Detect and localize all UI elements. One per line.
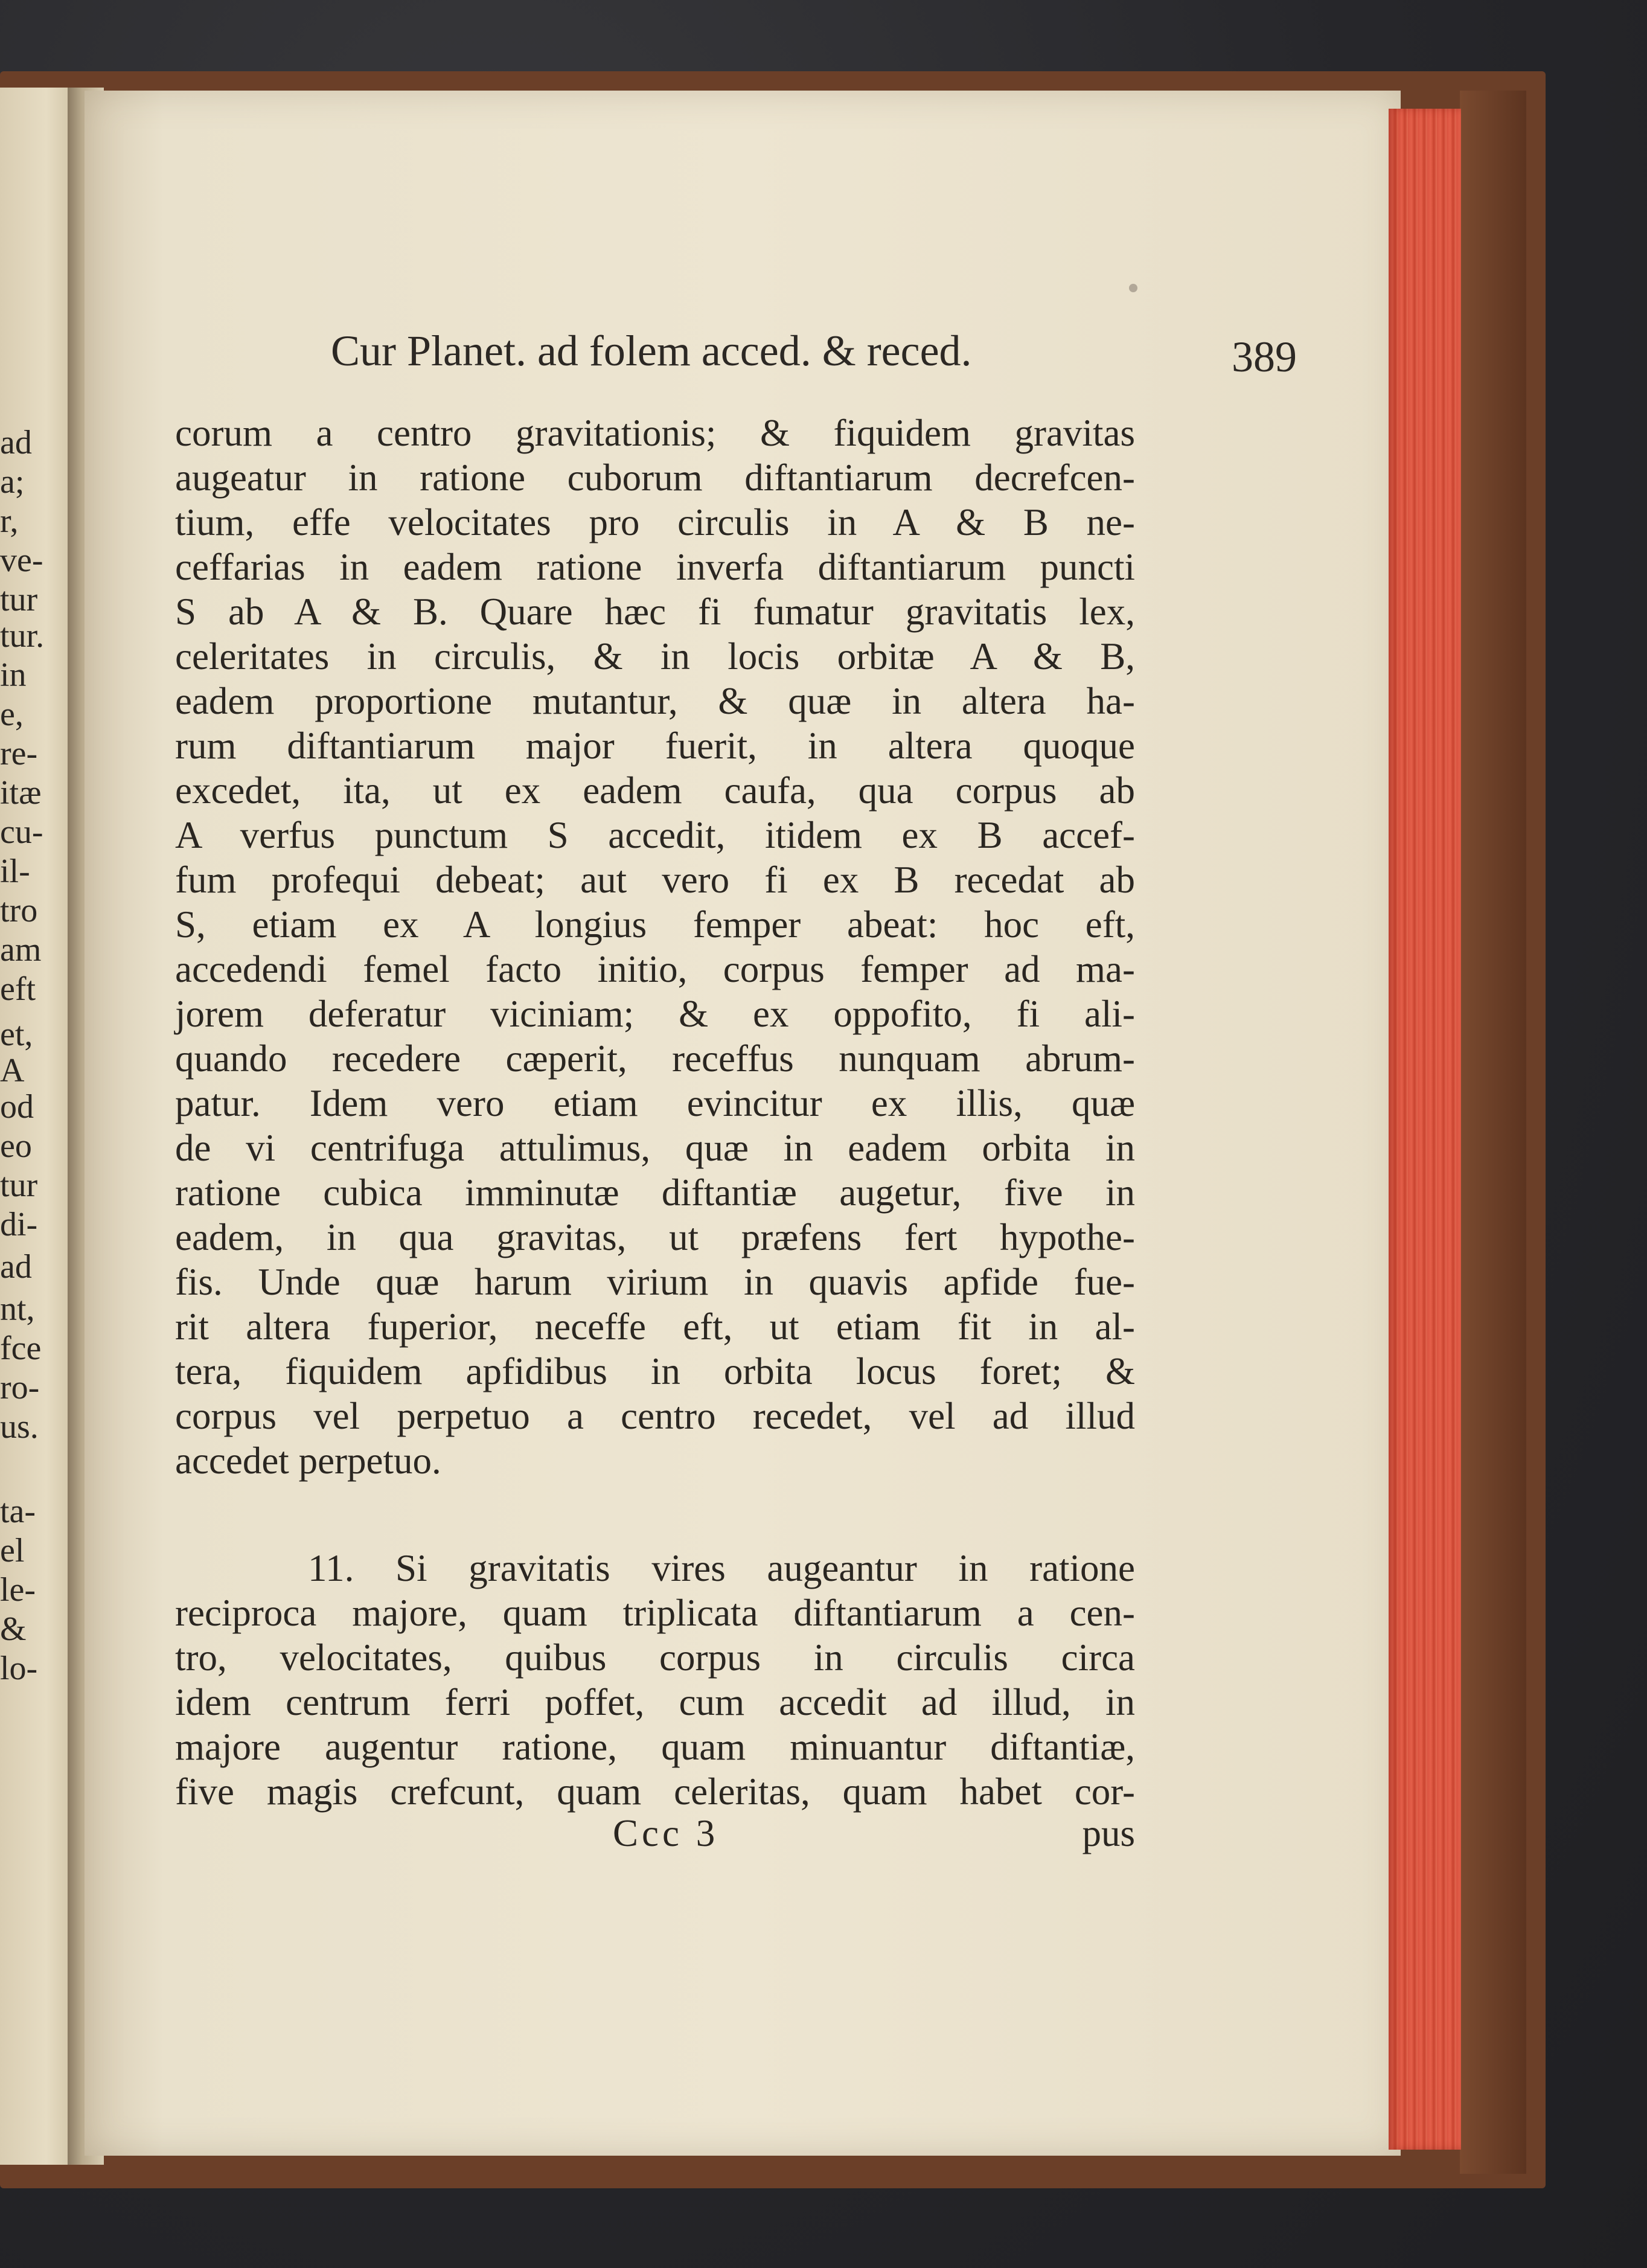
left-page-fragment: us. (0, 1408, 39, 1446)
left-page-fragment: tro (0, 892, 38, 929)
text-line: rit altera fuperior, neceffe eft, ut etiam fit in al- (175, 1305, 1135, 1348)
text-line: accedendi femel facto initio, corpus femper ad ma- (175, 948, 1135, 990)
text-line: augeatur in ratione cuborum diftantiarum decrefcen- (175, 456, 1135, 499)
running-title: Cur Planet. ad folem acced. & reced. (331, 327, 972, 375)
text-line: majore augentur ratione, quam minuantur diftantiæ, (175, 1726, 1135, 1768)
text-line: five magis crefcunt, quam celeritas, quam habet cor- (175, 1770, 1135, 1813)
text-line: rum diftantiarum major fuerit, in altera quoque (175, 725, 1135, 767)
red-page-edges (1389, 109, 1461, 2150)
left-page-fragment: am (0, 931, 42, 969)
left-page-fragment: A (0, 1052, 25, 1089)
text-line: corpus vel perpetuo a centro recedet, vel ad illud (175, 1395, 1135, 1437)
left-page-fragment: ta- (0, 1493, 36, 1530)
left-page-fragment: in (0, 656, 27, 694)
left-page-fragment: eo (0, 1127, 32, 1165)
text-line: idem centrum ferri poffet, cum accedit ad illud, in (175, 1681, 1135, 1723)
previous-page-strip (0, 88, 77, 2165)
text-line: reciproca majore, quam triplicata diftantiarum a cen- (175, 1592, 1135, 1634)
text-line: S ab A & B. Quare hæc fi fumatur gravitatis lex, (175, 591, 1135, 633)
text-line: celeritates in circulis, & in locis orbitæ A & B, (175, 635, 1135, 678)
page-number: 389 (1232, 333, 1297, 381)
text-line: tera, fiquidem apfidibus in orbita locus foret; & (175, 1350, 1135, 1392)
left-page-fragment: lo- (0, 1650, 38, 1687)
left-page-fragment: cu- (0, 813, 43, 851)
left-page-fragment: re- (0, 735, 38, 772)
left-page-fragment: itæ (0, 774, 42, 812)
text-line: quando recedere cæperit, receffus nunquam abrum- (175, 1037, 1135, 1080)
text-line: accedet perpetuo. (175, 1440, 441, 1482)
left-page-fragment: le- (0, 1571, 36, 1609)
text-line: A verfus punctum S accedit, itidem ex B accef- (175, 814, 1135, 856)
left-page-fragment: di- (0, 1206, 38, 1243)
page-header (331, 314, 1297, 386)
text-line: excedet, ita, ut ex eadem caufa, qua corpus ab (175, 769, 1135, 812)
left-page-fragment: tur. (0, 617, 45, 655)
left-page-fragment: od (0, 1088, 34, 1126)
signature-mark: Ccc 3 (613, 1812, 719, 1854)
left-page-fragment: ad (0, 1248, 32, 1286)
left-page-fragment: il- (0, 853, 30, 890)
ink-spot (1129, 284, 1137, 292)
text-line: tium, effe velocitates pro circulis in A & B ne- (175, 501, 1135, 543)
left-page-fragment: eft (0, 970, 36, 1008)
left-page-fragment: a; (0, 463, 25, 501)
text-line: ceffarias in eadem ratione inverfa diftantiarum puncti (175, 546, 1135, 588)
left-page-fragment: ad (0, 424, 32, 461)
left-page-fragment: tur (0, 1167, 38, 1204)
text-line: eadem, in qua gravitas, ut præfens fert hypothe- (175, 1216, 1135, 1258)
left-page-fragment: e, (0, 696, 24, 733)
text-line: ratione cubica imminutæ diftantiæ augetur, five in (175, 1171, 1135, 1214)
text-line: fis. Unde quæ harum virium in quavis apfide fue- (175, 1261, 1135, 1303)
text-line: eadem proportione mutantur, & quæ in altera ha- (175, 680, 1135, 722)
text-line: S, etiam ex A longius femper abeat: hoc eft, (175, 903, 1135, 946)
text-line: tro, velocitates, quibus corpus in circulis circa (175, 1636, 1135, 1679)
left-page-fragment: ve- (0, 542, 43, 579)
text-line: jorem deferatur viciniam; & ex oppofito, fi ali- (175, 993, 1135, 1035)
text-line: fum profequi debeat; aut vero fi ex B recedat ab (175, 859, 1135, 901)
left-page-fragment: tur (0, 581, 38, 618)
left-page-fragment: et, (0, 1016, 33, 1053)
cover-edge (1460, 91, 1526, 2174)
catchword: pus (1082, 1812, 1135, 1854)
left-page-fragment: r, (0, 502, 19, 540)
left-page-fragment: el (0, 1532, 25, 1569)
text-line: patur. Idem vero etiam evincitur ex illis, quæ (175, 1082, 1135, 1124)
paragraph-number-line: 11. Si gravitatis vires augeantur in ratione (308, 1547, 1135, 1589)
left-page-fragment: ro- (0, 1369, 40, 1406)
left-page-fragment: fce (0, 1330, 42, 1367)
page-footer (175, 1812, 1135, 1866)
text-line: de vi centrifuga attulimus, quæ in eadem orbita in (175, 1127, 1135, 1169)
text-line: corum a centro gravitationis; & fiquidem gravitas (175, 412, 1135, 454)
left-page-fragment: & (0, 1610, 27, 1648)
left-page-fragment: nt, (0, 1290, 35, 1328)
